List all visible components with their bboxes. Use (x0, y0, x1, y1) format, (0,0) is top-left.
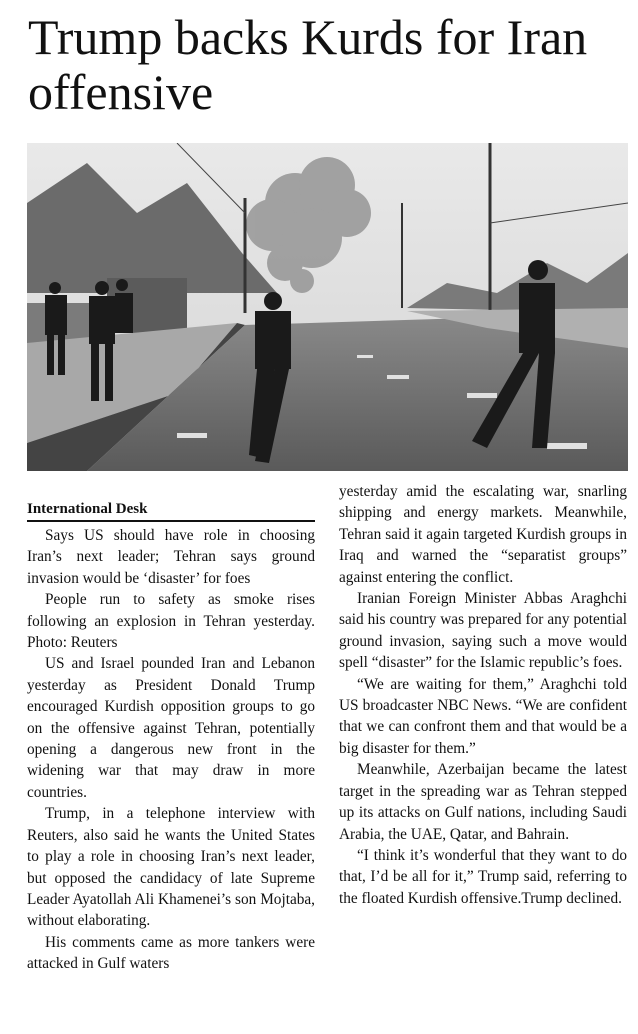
article-paragraph: yesterday amid the escalating war, snarling shipping and energy markets. Meanwhile, Tehran said it again targeted Kurdish groups in Iraq and warned the “separatist groups” against entering the conflict. (339, 483, 627, 586)
right-column (339, 481, 627, 909)
article-paragraph: Meanwhile, Azerbaijan became the latest target in the spreading war as Tehran stepped up its attacks on Gulf nations, including Saudi Arabia, the UAE, Qatar, and Bahrain. (339, 761, 627, 843)
photo-caption: People run to safety as smoke rises following an explosion in Tehran yesterday. Photo: Reuters (27, 591, 315, 652)
news-photo-icon (27, 143, 628, 471)
news-photo (27, 143, 628, 471)
article-paragraph: “I think it’s wonderful that they want to do that, I’d be all for it,” Trump said, referring to the floated Kurdish offensive.Trump declined. (339, 846, 627, 907)
article-paragraph: Iranian Foreign Minister Abbas Araghchi said his country was prepared for any potential ground invasion, saying such a move would spell “disaster” for the Islamic republic’s foes. (339, 590, 627, 672)
byline: International Desk (27, 499, 315, 522)
left-column (27, 499, 315, 975)
article-paragraph: His comments came as more tankers were attacked in Gulf waters (27, 933, 315, 973)
subheadline: Says US should have role in choosing Iran’s next leader; Tehran says ground invasion would be ‘disaster’ for foes (27, 527, 315, 587)
article-paragraph: Trump, in a telephone interview with Reuters, also said he wants the United States to play a role in choosing Iran’s next leader, but opposed the candidacy of late Supreme Leader Ayatollah Ali Khamenei’s son Mojtaba, without elaborating. (27, 805, 315, 930)
headline: Trump backs Kurds for Iran offensive (28, 9, 588, 120)
article-paragraph: US and Israel pounded Iran and Lebanon yesterday as President Donald Trump encouraged Kurdish opposition groups to go on the offensive against Tehran, potentially opening a dangerous new front in the widening war that may draw in more countries. (27, 655, 315, 801)
article-paragraph: “We are waiting for them,” Araghchi told US broadcaster NBC News. “We are confident that we can confront them and that would be a big disaster for them.” (339, 675, 627, 757)
